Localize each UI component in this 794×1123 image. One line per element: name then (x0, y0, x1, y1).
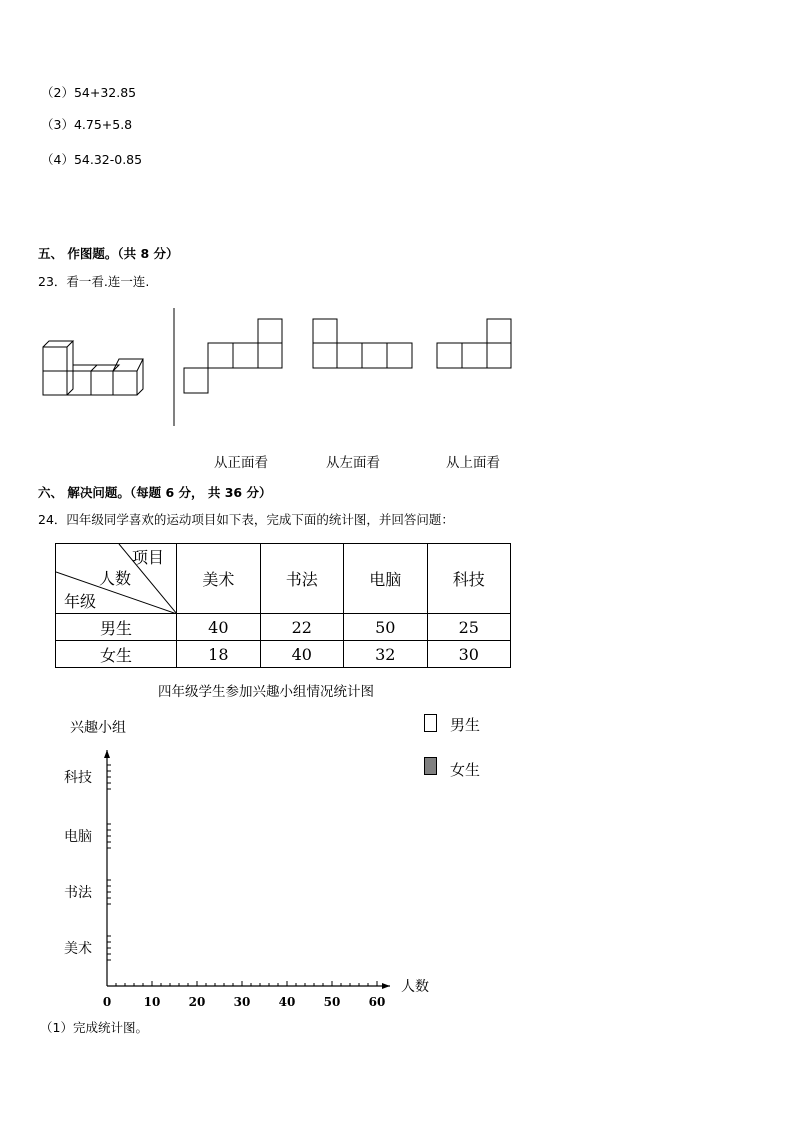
corner-count-label: 人数 (99, 569, 132, 588)
header-calligraphy: 书法 (260, 544, 343, 614)
legend-label-boys: 男生 (450, 716, 481, 734)
bar-chart (0, 700, 794, 1030)
corner-grade-label: 年级 (64, 592, 97, 611)
table-cell: 30 (427, 641, 510, 668)
row-label-boys: 男生 (56, 614, 177, 641)
corner-item-label: 项目 (132, 548, 165, 567)
header-computer: 电脑 (344, 544, 427, 614)
table-cell: 40 (177, 614, 260, 641)
view-shape-b (313, 319, 412, 368)
sports-table (55, 543, 511, 668)
table-cell: 50 (344, 614, 427, 641)
header-art: 美术 (177, 544, 260, 614)
x-tick-label: 50 (323, 995, 341, 1009)
table-cell: 32 (344, 641, 427, 668)
x-tick-label: 30 (233, 995, 251, 1009)
section-6-title: 六、 解决问题。（每题 6 分， 共 36 分） (38, 485, 272, 500)
section-5-title: 五、 作图题。（共 8 分） (38, 246, 179, 261)
legend-label-girls: 女生 (450, 761, 481, 779)
y-axis-label: 兴趣小组 (70, 720, 126, 736)
view-label-left: 从左面看 (326, 455, 380, 471)
x-axis-label: 人数 (401, 979, 429, 995)
cube-views-figure (0, 300, 794, 435)
y-tick-label: 科技 (64, 770, 92, 786)
x-tick-label: 10 (143, 995, 161, 1009)
sub-question-1: （1）完成统计图。 (40, 1020, 148, 1035)
exercise-2: （2）54+32.85 (41, 85, 137, 100)
cube-solid (43, 341, 143, 395)
table-row (56, 641, 511, 668)
table-cell: 25 (427, 614, 510, 641)
view-shape-c (437, 319, 511, 368)
table-row (56, 614, 511, 641)
chart-axes (64, 750, 390, 1009)
y-tick-label: 书法 (64, 885, 92, 901)
x-tick-label: 0 (102, 995, 112, 1009)
table-cell: 22 (260, 614, 343, 641)
chart-title: 四年级学生参加兴趣小组情况统计图 (158, 684, 374, 700)
y-tick-label: 电脑 (64, 829, 92, 845)
table-cell: 18 (177, 641, 260, 668)
table-cell: 40 (260, 641, 343, 668)
view-label-front: 从正面看 (214, 455, 268, 471)
y-axis-arrow (104, 750, 110, 758)
table-corner-cell (56, 544, 177, 614)
y-tick-label: 美术 (64, 941, 92, 957)
header-technology: 科技 (427, 544, 510, 614)
view-label-top: 从上面看 (446, 455, 500, 471)
exercise-4: （4）54.32-0.85 (41, 152, 143, 167)
x-tick-label: 40 (278, 995, 296, 1009)
view-shape-a (184, 319, 282, 393)
x-tick-label: 60 (368, 995, 386, 1009)
exercise-3: （3）4.75+5.8 (41, 117, 133, 132)
x-tick-label: 20 (188, 995, 206, 1009)
question-23: 23．看一看.连一连. (38, 274, 150, 289)
question-24: 24．四年级同学喜欢的运动项目如下表，完成下面的统计图，并回答问题： (38, 512, 454, 527)
row-label-girls: 女生 (56, 641, 177, 668)
x-axis-arrow (382, 983, 390, 989)
